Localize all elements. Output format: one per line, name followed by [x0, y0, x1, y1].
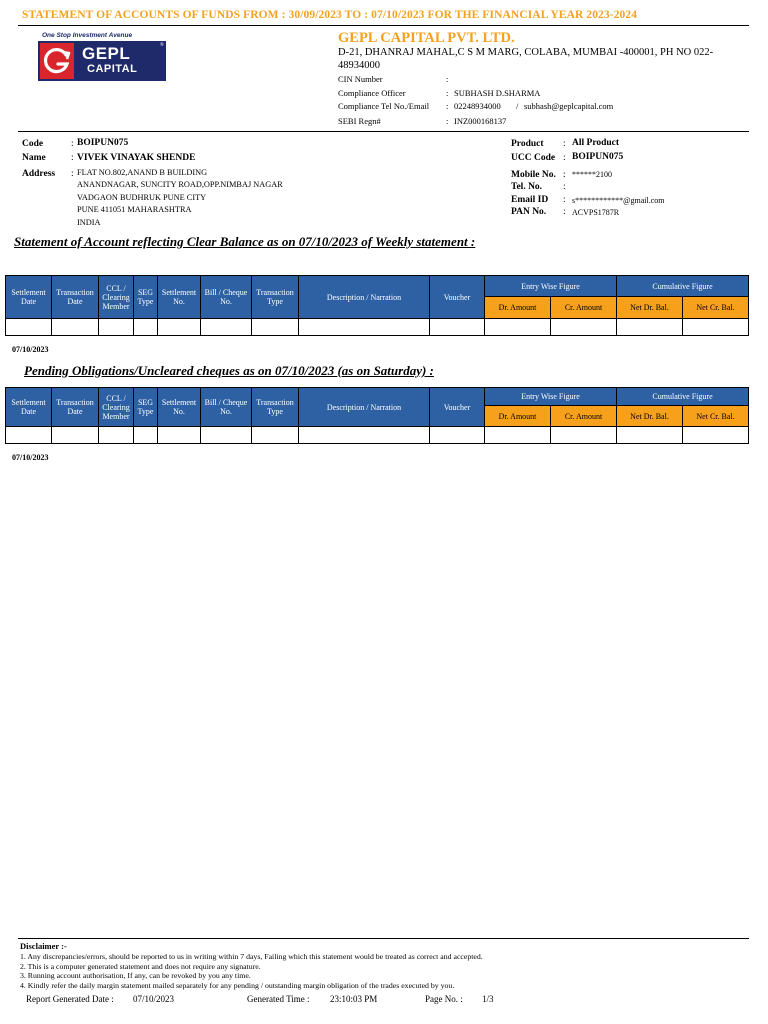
mobile-value: ******2100 — [572, 170, 612, 179]
compliance-officer-label: Compliance Officer — [338, 88, 406, 98]
address-line: VADGAON BUDHRUK PUNE CITY — [77, 192, 207, 202]
col-net-cr-bal: Net Cr. Bal. — [683, 406, 749, 427]
sebi-label: SEBI Regn# — [338, 116, 381, 126]
col-entry-wise-figure: Entry Wise Figure — [485, 388, 617, 406]
disclaimer-line: 1. Any discrepancies/errors, should be reported to us in writing within 7 days, Failing which this statement would be treated as correct and accepted. — [20, 952, 483, 961]
client-address — [77, 167, 283, 229]
col-seg-type: SEG Type — [134, 388, 158, 427]
client-code-value: BOIPUN075 — [77, 138, 129, 148]
col-transaction-date: Transaction Date — [52, 276, 99, 319]
col-ccl: CCL / Clearing Member — [99, 276, 134, 319]
col-cumulative-figure: Cumulative Figure — [617, 388, 749, 406]
logo-mark — [38, 41, 166, 81]
product-value: All Product — [572, 138, 620, 148]
report-date-value: 07/10/2023 — [133, 994, 175, 1004]
col-seg-type: SEG Type — [134, 276, 158, 319]
company-address: D-21, DHANRAJ MAHAL,C S M MARG, COLABA, MUMBAI -400001, PH NO 022-48934000 — [338, 47, 714, 71]
col-settlement-no: Settlement No. — [158, 388, 201, 427]
col-settlement-date: Settlement Date — [6, 388, 52, 427]
col-voucher: Voucher — [430, 276, 485, 319]
header-divider — [18, 131, 749, 132]
address-line: FLAT NO.802,ANAND B BUILDING — [77, 168, 208, 177]
table-row — [6, 319, 749, 336]
report-date-label: Report Generated Date : — [26, 994, 114, 1004]
compliance-officer-value: SUBHASH D.SHARMA — [454, 88, 541, 98]
clear-balance-table — [5, 275, 749, 336]
ucc-code-label: UCC Code — [511, 153, 556, 163]
col-net-cr-bal: Net Cr. Bal. — [683, 297, 749, 319]
g-arrow-icon — [40, 43, 74, 79]
client-name-value: VIVEK VINAYAK SHENDE — [77, 153, 196, 163]
top-divider — [18, 25, 749, 26]
tel-label: Tel. No. — [511, 182, 543, 192]
col-description: Description / Narration — [299, 388, 430, 427]
col-transaction-type: Transaction Type — [252, 388, 299, 427]
pending-obligations-date: 07/10/2023 — [12, 453, 49, 462]
mobile-label: Mobile No. — [511, 170, 556, 180]
col-bill-cheque: Bill / Cheque No. — [201, 276, 252, 319]
col-net-dr-bal: Net Dr. Bal. — [617, 297, 683, 319]
page-number-label: Page No. : — [425, 994, 463, 1004]
disclaimer-title: Disclaimer :- — [20, 941, 67, 951]
generated-time-label: Generated Time : — [247, 994, 310, 1004]
ucc-code-value: BOIPUN075 — [572, 152, 624, 162]
disclaimer-line: 2. This is a computer generated statement and does not require any signature. — [20, 961, 261, 971]
col-cr-amount: Cr. Amount — [551, 297, 617, 319]
cin-label: CIN Number — [338, 74, 383, 84]
col-settlement-no: Settlement No. — [158, 276, 201, 319]
col-dr-amount: Dr. Amount — [485, 406, 551, 427]
client-address-label: Address — [22, 169, 56, 179]
compliance-email-value: subhash@geplcapital.com — [524, 101, 614, 111]
logo-tagline: One Stop Investment Avenue — [42, 32, 133, 39]
col-voucher: Voucher — [430, 388, 485, 427]
col-cumulative-figure: Cumulative Figure — [617, 276, 749, 297]
address-line: PUNE 411051 MAHARASHTRA — [77, 205, 192, 215]
company-logo — [38, 32, 166, 82]
client-name-label: Name — [22, 153, 46, 163]
generated-time-value: 23:10:03 PM — [330, 994, 378, 1004]
col-net-dr-bal: Net Dr. Bal. — [617, 406, 683, 427]
product-label: Product — [511, 139, 544, 149]
col-settlement-date: Settlement Date — [6, 276, 52, 319]
logo-brand-capital: CAPITAL — [87, 63, 138, 75]
pending-obligations-section-title: Pending Obligations/Uncleared cheques as on 07/10/2023 (as on Saturday) : — [24, 363, 434, 378]
email-value: s************@gmail.com — [572, 196, 665, 205]
col-bill-cheque: Bill / Cheque No. — [201, 388, 252, 427]
address-line: ANANDNAGAR, SUNCITY ROAD,OPP.NIMBAJ NAGAR — [77, 180, 283, 190]
logo-brand-gepl: GEPL — [82, 44, 131, 63]
disclaimer-line: 3. Running account authorisation, If any, can be revoked by you any time. — [20, 971, 251, 981]
compliance-email-separator: / — [516, 101, 519, 111]
pan-value: ACVPS1787R — [572, 208, 620, 217]
col-entry-wise-figure: Entry Wise Figure — [485, 276, 617, 297]
col-description: Description / Narration — [299, 276, 430, 319]
company-name: GEPL CAPITAL PVT. LTD. — [338, 30, 515, 46]
col-ccl: CCL / Clearing Member — [99, 388, 134, 427]
col-transaction-date: Transaction Date — [52, 388, 99, 427]
client-code-label: Code — [22, 139, 44, 149]
sebi-value: INZ000168137 — [454, 116, 507, 126]
pending-obligations-table — [5, 387, 749, 444]
clear-balance-section-title: Statement of Account reflecting Clear Balance as on 07/10/2023 of Weekly statement : — [14, 234, 476, 249]
compliance-tel-label: Compliance Tel No./Email — [338, 101, 430, 111]
clear-balance-date: 07/10/2023 — [12, 345, 49, 354]
registered-mark: ® — [160, 43, 164, 48]
disclaimer-text — [20, 952, 740, 990]
compliance-tel-value: 02248934000 — [454, 101, 501, 111]
col-transaction-type: Transaction Type — [252, 276, 299, 319]
pan-label: PAN No. — [511, 207, 547, 217]
disclaimer-line: 4. Kindly refer the daily margin statement mailed separately for any pending / outstanding margin obligation of the trades executed by you. — [20, 980, 455, 990]
col-cr-amount: Cr. Amount — [551, 406, 617, 427]
address-line: INDIA — [77, 217, 101, 227]
page-number-value: 1/3 — [482, 994, 494, 1004]
statement-period-banner: STATEMENT OF ACCOUNTS OF FUNDS FROM : 30/09/2023 TO : 07/10/2023 FOR THE FINANCIAL YEAR 2023-2024 — [22, 9, 638, 21]
table-row — [6, 427, 749, 444]
col-dr-amount: Dr. Amount — [485, 297, 551, 319]
email-label: Email ID — [511, 195, 549, 205]
footer-divider — [18, 938, 749, 939]
